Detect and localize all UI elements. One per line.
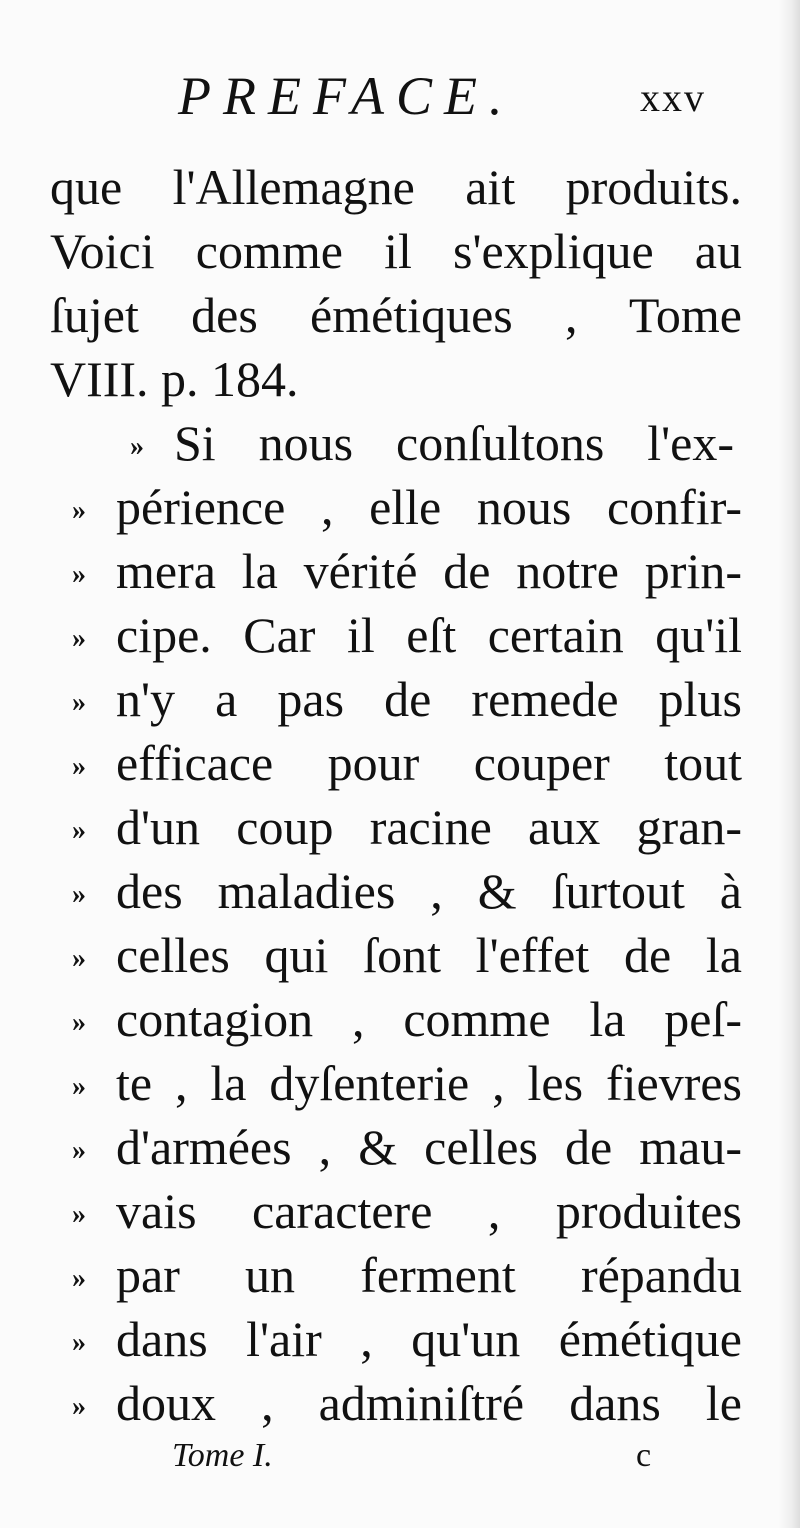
volume-label: Tome I.	[172, 1437, 273, 1474]
line-text: doux , adminiſtré dans le	[116, 1375, 742, 1431]
quote-marker: »	[72, 1263, 86, 1294]
quote-line	[0, 988, 800, 1052]
page-header	[0, 64, 800, 134]
signature-mark: c	[636, 1437, 652, 1474]
text-line	[0, 156, 800, 220]
quote-line	[0, 668, 800, 732]
quote-line	[0, 540, 800, 604]
line-text: ſujet des émétiques , Tome	[50, 287, 742, 343]
line-text: que l'Allemagne ait produits.	[50, 159, 742, 215]
line-text: VIII. p. 184.	[50, 351, 299, 407]
line-text: cipe. Car il eſt certain qu'il	[116, 607, 742, 663]
quote-marker: »	[72, 1391, 86, 1422]
text-line	[0, 284, 800, 348]
quote-marker: »	[72, 1327, 86, 1358]
running-title: PREFACE.	[178, 66, 515, 126]
quote-marker: »	[72, 1199, 86, 1230]
line-text: contagion , comme la peſ-	[116, 991, 742, 1047]
quote-marker: »	[72, 815, 86, 846]
quote-line	[0, 476, 800, 540]
quote-marker: »	[72, 495, 86, 526]
line-text: d'armées , & celles de mau-	[116, 1119, 742, 1175]
line-text: des maladies , & ſurtout à	[116, 863, 742, 919]
quote-line	[0, 1372, 800, 1436]
line-text: d'un coup racine aux gran-	[116, 799, 742, 855]
quote-marker: »	[130, 431, 144, 462]
line-text: efficace pour couper tout	[116, 735, 742, 791]
line-text: périence , elle nous confir-	[116, 479, 742, 535]
quote-line	[0, 604, 800, 668]
quote-line	[0, 1244, 800, 1308]
text-line	[0, 348, 800, 412]
line-text: dans l'air , qu'un émétique	[116, 1311, 742, 1367]
quote-marker: »	[72, 1007, 86, 1038]
quote-marker: »	[72, 943, 86, 974]
quote-line	[0, 860, 800, 924]
quote-marker: »	[72, 751, 86, 782]
quote-marker: »	[72, 623, 86, 654]
text-line	[0, 220, 800, 284]
quote-marker: »	[72, 559, 86, 590]
quote-line	[0, 1180, 800, 1244]
line-text: mera la vérité de notre prin-	[116, 543, 742, 599]
quote-line	[0, 412, 800, 476]
quote-line	[0, 732, 800, 796]
quote-marker: »	[72, 1071, 86, 1102]
line-text: Si nous conſultons l'ex-	[174, 415, 734, 471]
quote-line	[0, 1308, 800, 1372]
line-text: te , la dyſenterie , les fievres	[116, 1055, 742, 1111]
quote-marker: »	[72, 687, 86, 718]
line-text: vais caractere , produites	[116, 1183, 742, 1239]
quote-line	[0, 924, 800, 988]
line-text: Voici comme il s'explique au	[50, 223, 742, 279]
quote-marker: »	[72, 879, 86, 910]
quote-line	[0, 796, 800, 860]
quote-marker: »	[72, 1135, 86, 1166]
page-number: xxv	[640, 75, 706, 120]
quote-line	[0, 1052, 800, 1116]
line-text: par un ferment répandu	[116, 1247, 742, 1303]
line-text: n'y a pas de remede plus	[116, 671, 742, 727]
quote-line	[0, 1116, 800, 1180]
line-text: celles qui ſont l'effet de la	[116, 927, 742, 983]
page-footer	[0, 1432, 800, 1492]
